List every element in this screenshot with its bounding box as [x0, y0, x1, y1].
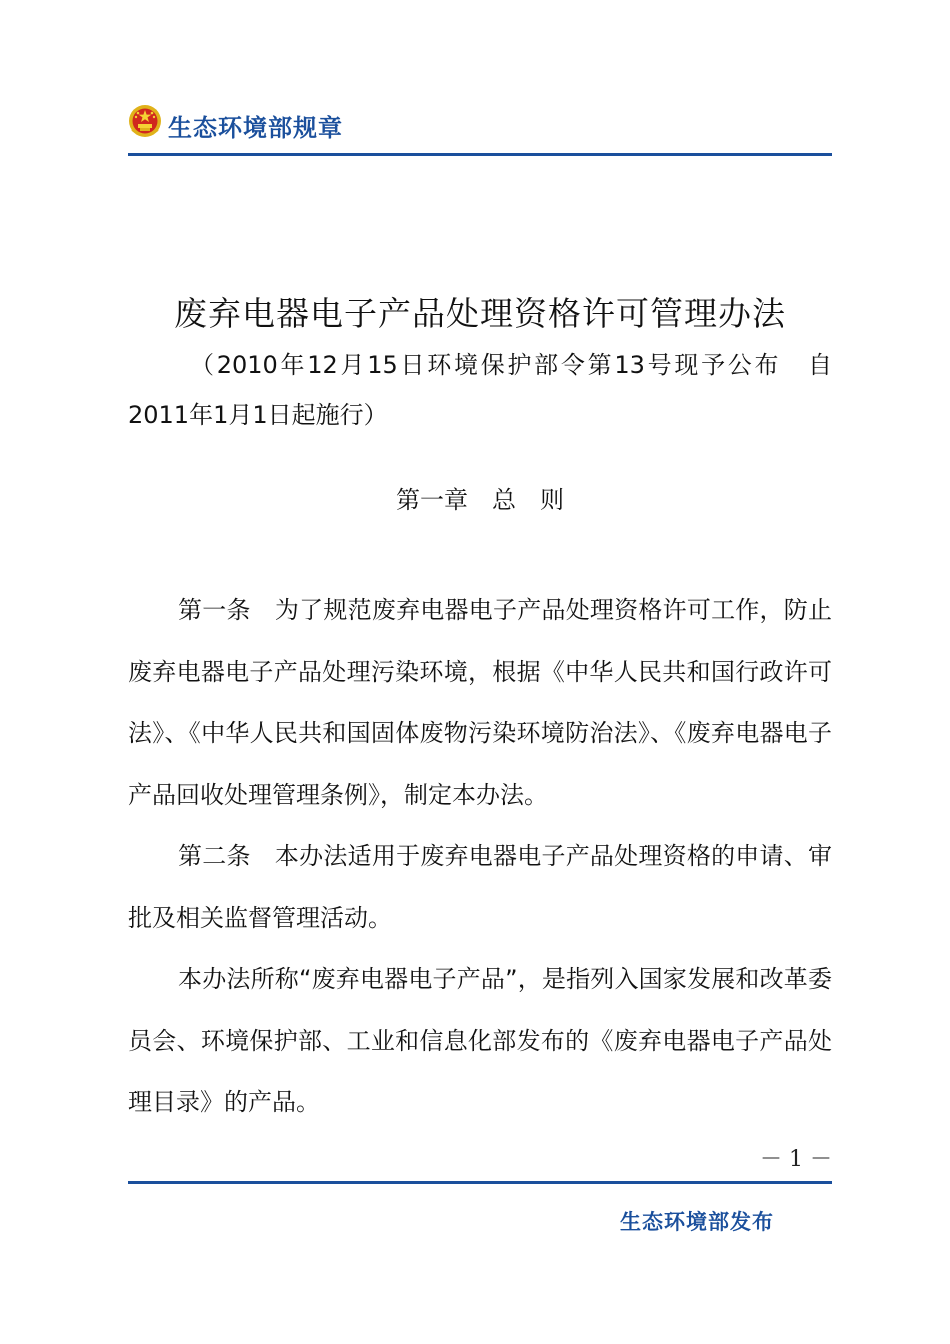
document-subtitle: （2010年12月15日环境保护部令第13号现予公布 自2011年1月1日起施行） [128, 351, 832, 429]
footer-rule [128, 1181, 832, 1184]
page-header [128, 100, 832, 156]
document-title: 废弃电器电子产品处理资格许可管理办法 [174, 294, 786, 333]
document-body [128, 580, 832, 1134]
header-title: 生态环境部规章 [168, 114, 343, 142]
page-number: － 1 － [760, 1147, 832, 1172]
article-2: 第二条 本办法适用于废弃电器电子产品处理资格的申请、审批及相关监督管理活动。 [128, 842, 832, 932]
chapter-heading: 第一章 总 则 [396, 486, 564, 514]
header-rule [128, 153, 832, 156]
article-2-definition: 本办法所称“废弃电器电子产品”，是指列入国家发展和改革委员会、环境保护部、工业和信息化部发布的《废弃电器电子产品处理目录》的产品。 [128, 965, 832, 1116]
national-emblem-icon [128, 104, 162, 138]
article-1: 第一条 为了规范废弃电器电子产品处理资格许可工作，防止废弃电器电子产品处理污染环境，根据《中华人民共和国行政许可法》、《中华人民共和国固体废物污染环境防治法》、《废弃电器电子产品回收处理管理条例》，制定本办法。 [128, 596, 832, 809]
footer-publisher: 生态环境部发布 [620, 1210, 774, 1234]
